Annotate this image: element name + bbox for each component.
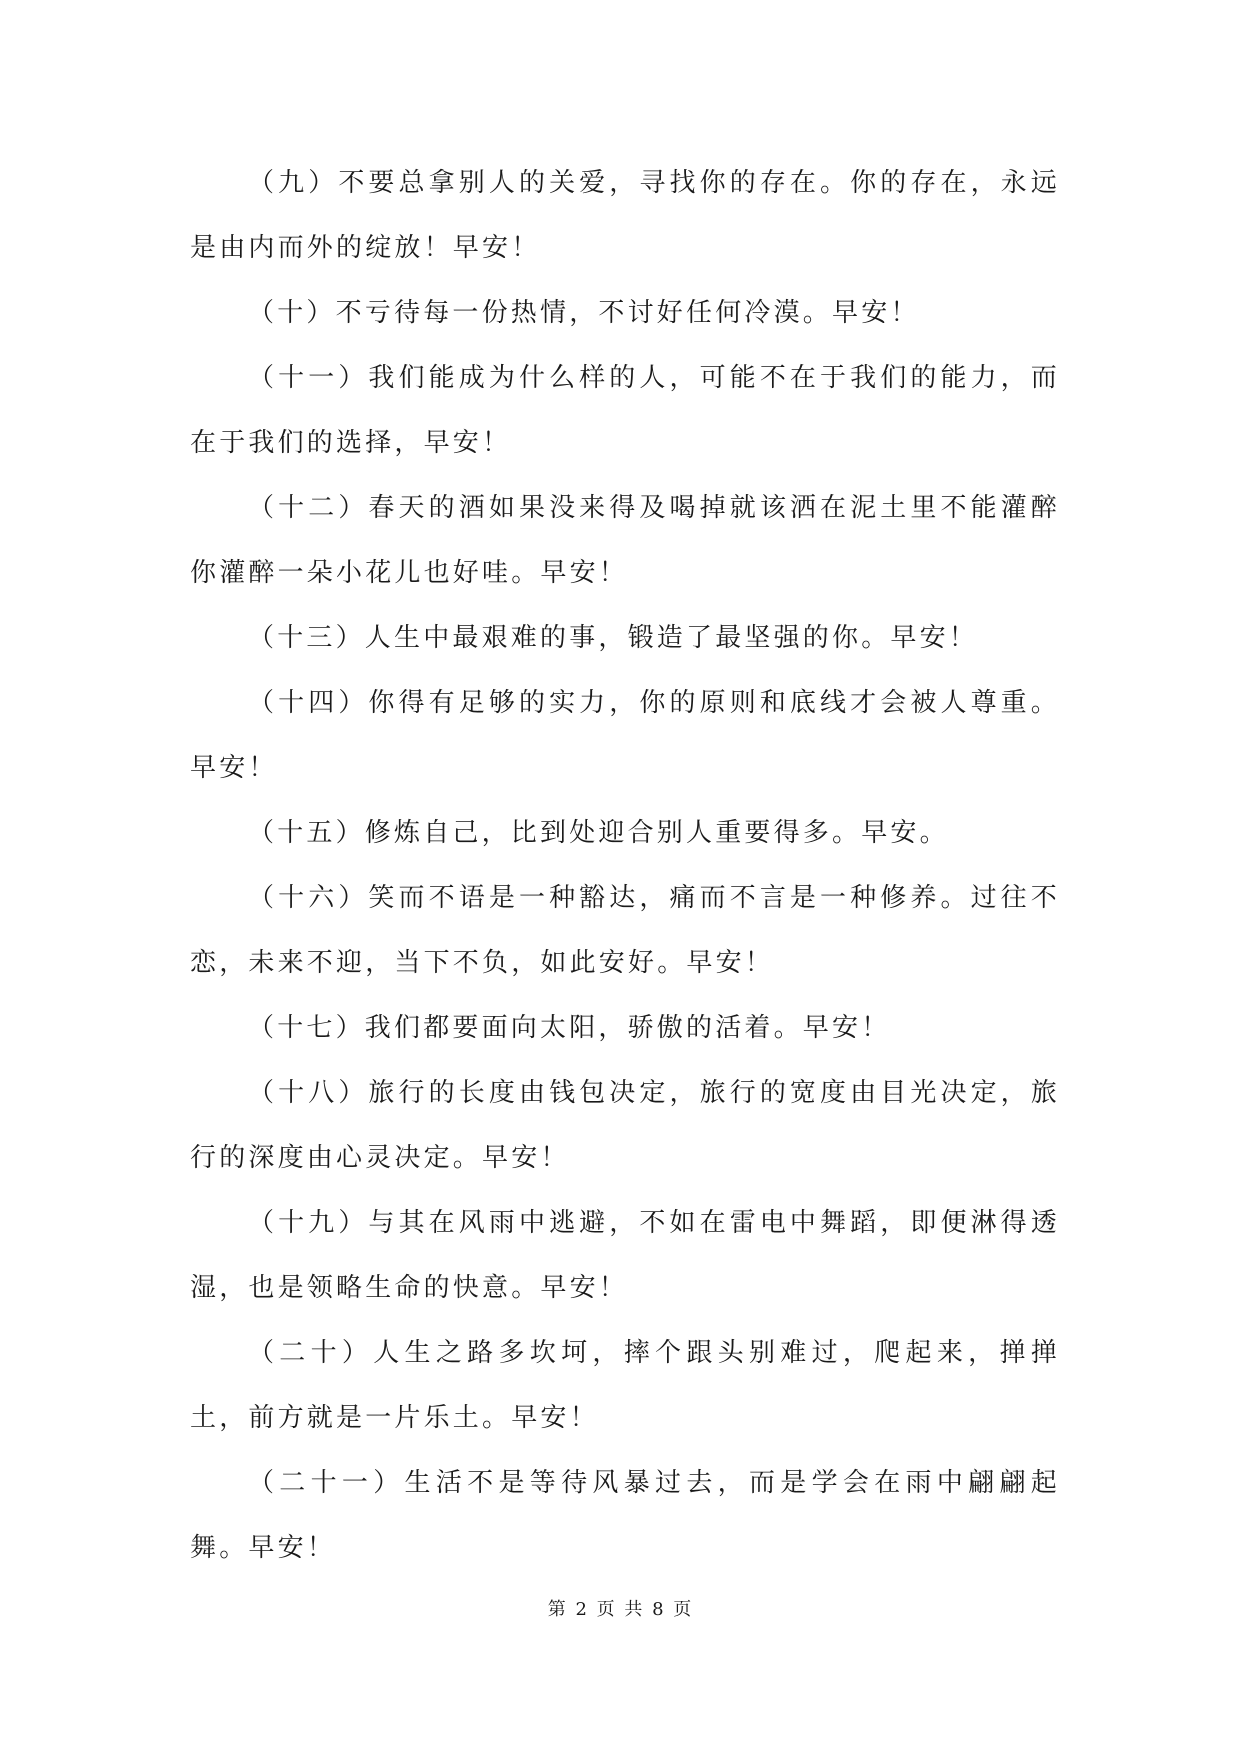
paragraph-12: （十二）春天的酒如果没来得及喝掉就该洒在泥土里不能灌醉你灌醉一朵小花儿也好哇。早安！ bbox=[190, 493, 1060, 588]
paragraph-21: （二十一）生活不是等待风暴过去，而是学会在雨中翩翩起舞。早安！ bbox=[190, 1468, 1060, 1563]
document-body bbox=[190, 151, 1060, 1581]
paragraph-9: （九）不要总拿别人的关爱，寻找你的存在。你的存在，永远是由内而外的绽放！早安！ bbox=[190, 168, 1060, 263]
paragraph-11: （十一）我们能成为什么样的人，可能不在于我们的能力，而在于我们的选择，早安！ bbox=[190, 363, 1060, 458]
paragraph-19: （十九）与其在风雨中逃避，不如在雷电中舞蹈，即便淋得透湿，也是领略生命的快意。早安！ bbox=[190, 1208, 1060, 1303]
paragraph-16: （十六）笑而不语是一种豁达，痛而不言是一种修养。过往不恋，未来不迎，当下不负，如此安好。早安！ bbox=[190, 883, 1060, 978]
paragraph-17: （十七）我们都要面向太阳，骄傲的活着。早安！ bbox=[248, 1013, 891, 1043]
paragraph-20: （二十）人生之路多坎坷，摔个跟头别难过，爬起来，掸掸土，前方就是一片乐土。早安！ bbox=[190, 1338, 1060, 1433]
paragraph-14: （十四）你得有足够的实力，你的原则和底线才会被人尊重。早安！ bbox=[190, 688, 1060, 783]
page-number-label: 第 2 页 共 8 页 bbox=[547, 1599, 694, 1620]
paragraph-18: （十八）旅行的长度由钱包决定，旅行的宽度由目光决定，旅行的深度由心灵决定。早安！ bbox=[190, 1078, 1060, 1173]
paragraph-15: （十五）修炼自己，比到处迎合别人重要得多。早安。 bbox=[248, 818, 949, 848]
page-footer bbox=[0, 1595, 1241, 1621]
paragraph-10: （十）不亏待每一份热情，不讨好任何冷漠。早安！ bbox=[248, 298, 920, 328]
paragraph-13: （十三）人生中最艰难的事，锻造了最坚强的你。早安！ bbox=[248, 623, 979, 653]
